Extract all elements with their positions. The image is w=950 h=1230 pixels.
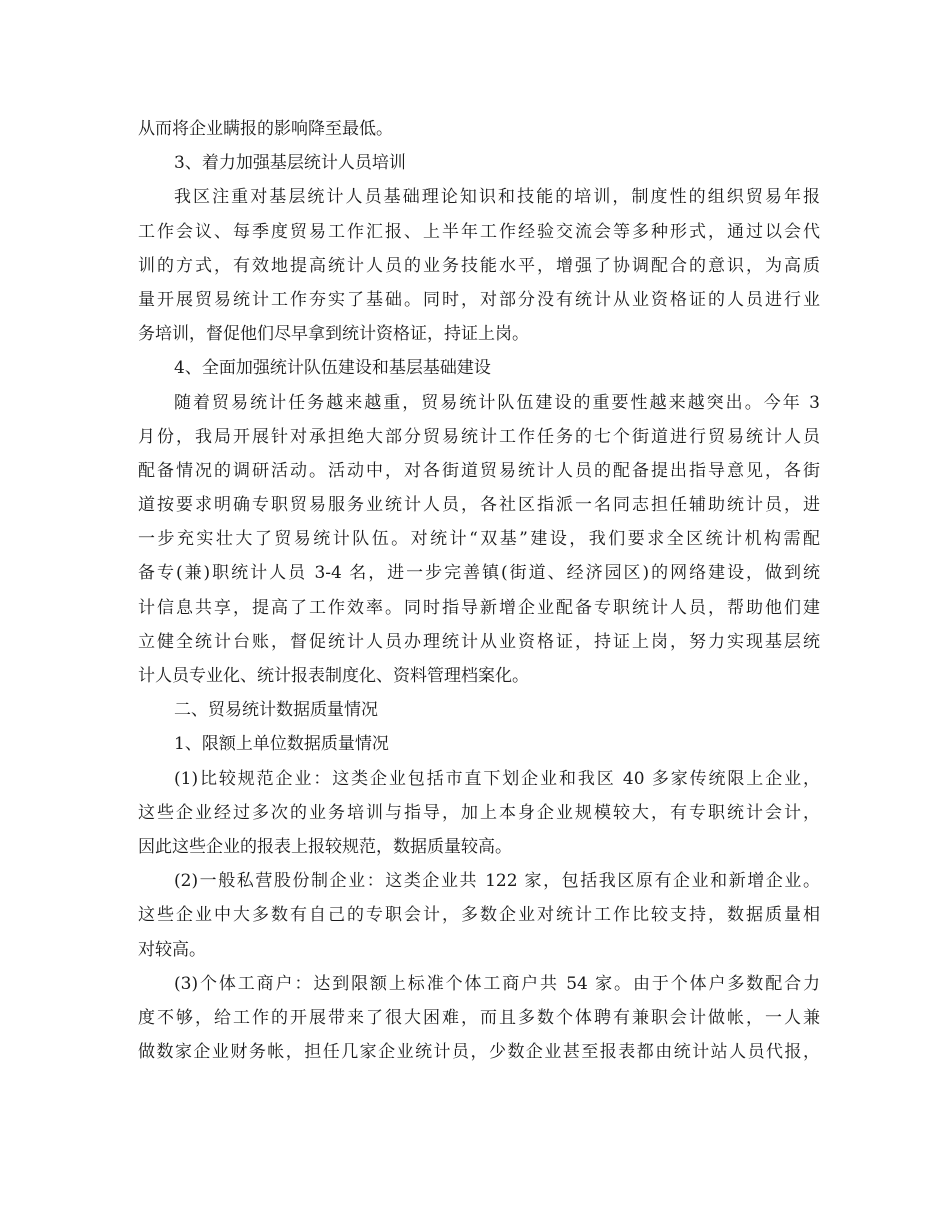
text-line: 3、着力加强基层统计人员培训	[174, 153, 406, 174]
text-line: 道按要求明确专职贸易服务业统计人员，各社区指派一名同志担任辅助统计员，进	[138, 495, 820, 516]
text-line: 训的方式，有效地提高统计人员的业务技能水平，增强了协调配合的意识，为高质	[138, 255, 820, 276]
text-line: 度不够，给工作的开展带来了很大困难，而且多数个体聘有兼职会计做帐，一人兼	[138, 1007, 820, 1028]
text-line: (1)比较规范企业：这类企业包括市直下划企业和我区 40 多家传统限上企业，	[174, 768, 820, 789]
text-line: 二、贸易统计数据质量情况	[174, 700, 378, 721]
document-page	[138, 112, 820, 1069]
text-line: 务培训，督促他们尽早拿到统计资格证，持证上岗。	[138, 324, 529, 345]
text-line: 随着贸易统计任务越来越重，贸易统计队伍建设的重要性越来越突出。今年 3	[174, 392, 820, 413]
text-line: 立健全统计台账，督促统计人员办理统计从业资格证，持证上岗，努力实现基层统	[138, 631, 820, 652]
text-line: 一步充实壮大了贸易统计队伍。对统计“双基”建设，我们要求全区统计机构需配	[138, 529, 820, 550]
text-line: 这些企业中大多数有自己的专职会计，多数企业对统计工作比较支持，数据质量相	[138, 905, 820, 926]
text-line: 这些企业经过多次的业务培训与指导，加上本身企业规模较大，有专职统计会计，	[138, 802, 820, 823]
text-line: 计人员专业化、统计报表制度化、资料管理档案化。	[138, 666, 529, 686]
text-line: 从而将企业瞒报的影响降至最低。	[138, 119, 393, 139]
text-line: 1、限额上单位数据质量情况	[174, 734, 389, 755]
text-line: 量开展贸易统计工作夯实了基础。同时，对部分没有统计从业资格证的人员进行业	[138, 289, 820, 310]
text-line: 对较高。	[138, 939, 206, 960]
text-line: 月份，我局开展针对承担绝大部分贸易统计工作任务的七个街道进行贸易统计人员	[138, 426, 820, 447]
text-line: 计信息共享，提高了工作效率。同时指导新增企业配备专职统计人员，帮助他们建	[138, 597, 820, 618]
text-line: 配备情况的调研活动。活动中，对各街道贸易统计人员的配备提出指导意见，各街	[138, 460, 820, 481]
text-line: 因此这些企业的报表上报较规范，数据质量较高。	[138, 836, 512, 857]
text-line: 工作会议、每季度贸易工作汇报、上半年工作经验交流会等多种形式，通过以会代	[138, 221, 820, 242]
text-line: 备专(兼)职统计人员 3-4 名，进一步完善镇(街道、经济园区)的网络建设，做到统	[138, 563, 820, 584]
document-body	[138, 112, 820, 1069]
text-line: 4、全面加强统计队伍建设和基层基础建设	[174, 358, 491, 379]
text-line: 我区注重对基层统计人员基础理论知识和技能的培训，制度性的组织贸易年报	[174, 187, 820, 208]
text-line: (3)个体工商户：达到限额上标准个体工商户共 54 家。由于个体户多数配合力	[174, 973, 820, 994]
text-line: 做数家企业财务帐，担任几家企业统计员，少数企业甚至报表都由统计站人员代报，	[138, 1042, 820, 1063]
text-line: (2)一般私营股份制企业：这类企业共 122 家，包括我区原有企业和新增企业。	[174, 871, 820, 892]
